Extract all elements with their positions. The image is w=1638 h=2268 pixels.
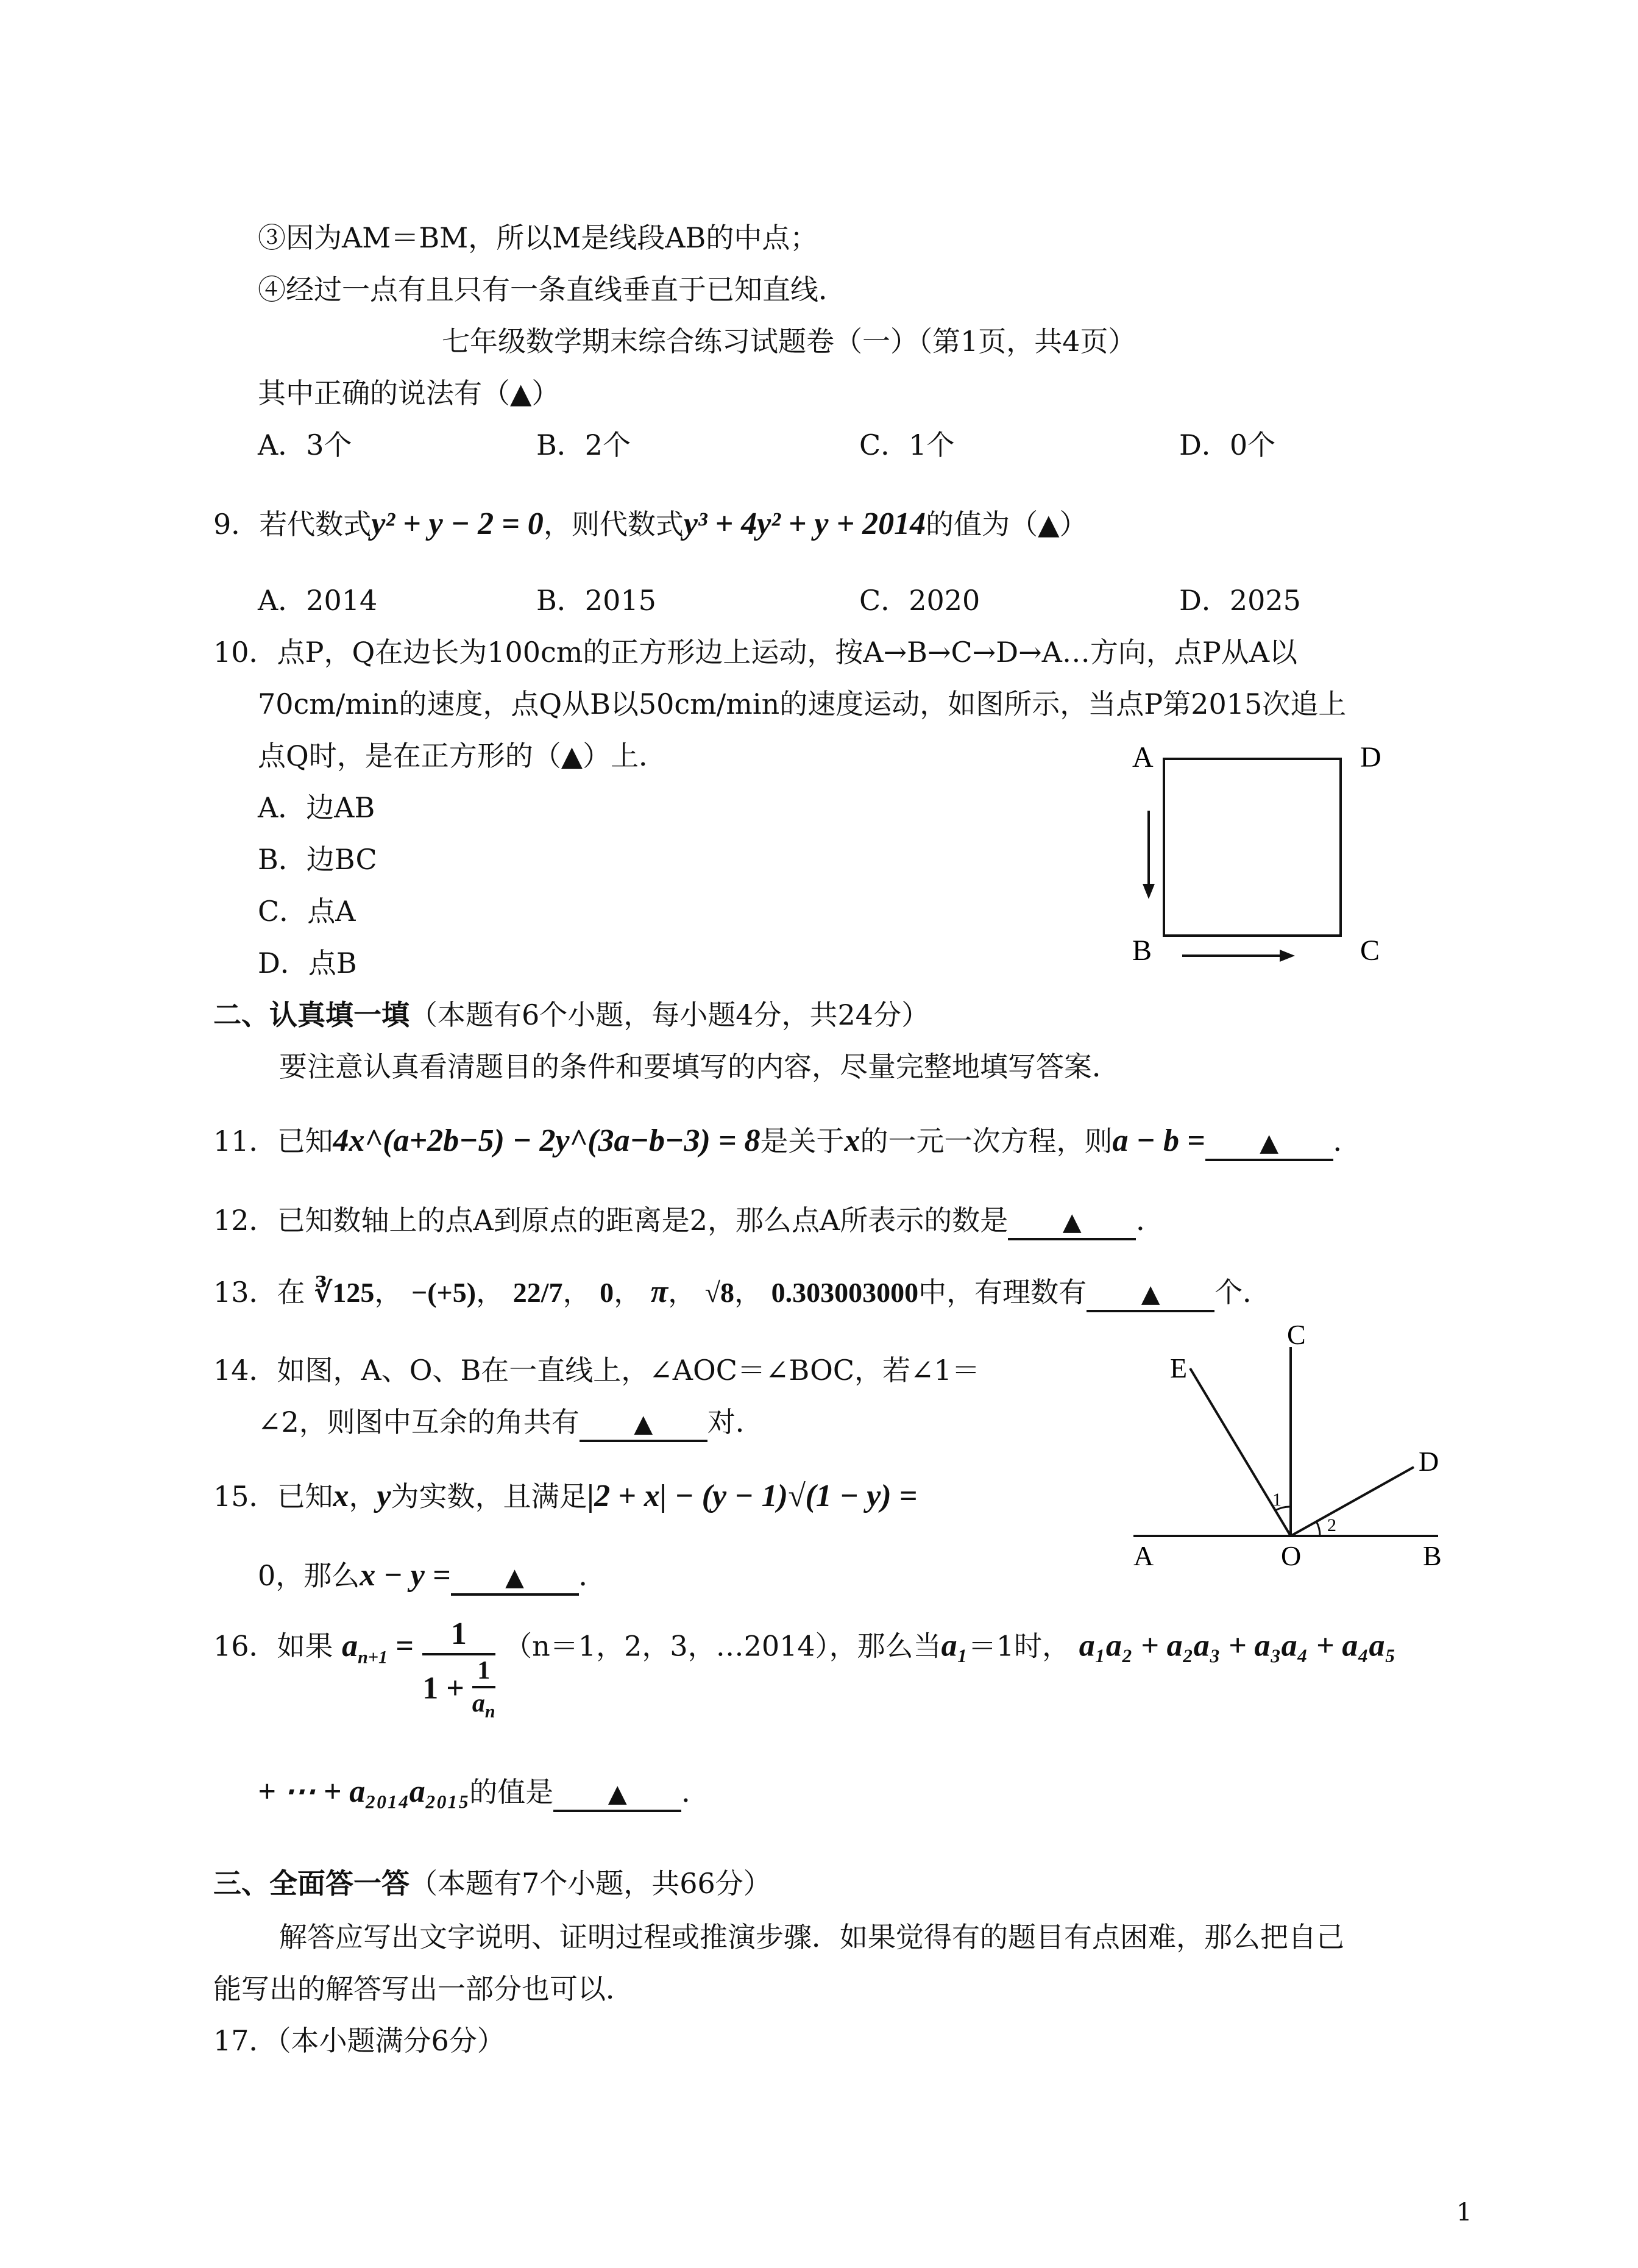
angle-label-a: A (1133, 1540, 1154, 1571)
q16-a1-value: ＝1时， (968, 1629, 1071, 1663)
q9-tail: 的值为（▲） (926, 508, 1088, 541)
page-number: 1 (1456, 2199, 1472, 2227)
ray-oe (1190, 1368, 1291, 1536)
q15-var-x: x (333, 1479, 349, 1513)
q16-line-2 (258, 1774, 709, 1812)
q15-answer-blank[interactable]: ▲ (451, 1562, 579, 1596)
q9-lead: 若代数式 (259, 508, 372, 541)
section-3-instruction-1: 解答应写出文字说明、证明过程或推演步骤．如果觉得有的题目有点困难，那么把自己 (279, 1921, 1344, 1953)
q14-line-2-text: ∠2，则图中互余的角共有 (258, 1406, 580, 1438)
q14-line-2 (258, 1404, 764, 1442)
q14-line-1: 14．如图，A、O、B在一直线上，∠AOC＝∠BOC，若∠1＝ (213, 1354, 980, 1387)
square-figure (1121, 731, 1389, 975)
q13-end: 个． (1214, 1276, 1271, 1309)
q16-condition: （n＝1，2，3，…2014），那么当 (504, 1629, 941, 1663)
q11-expression: a − b = (1112, 1123, 1205, 1158)
square-label-a: A (1132, 741, 1154, 773)
q10-option-d: D．点B (258, 947, 357, 979)
q15-number: 15． (213, 1480, 277, 1513)
square-label-c: C (1360, 934, 1380, 967)
q12-line (213, 1202, 1164, 1240)
q16-a1: a₁ (941, 1628, 968, 1663)
section-2-title: 二、认真填一填 (213, 998, 410, 1031)
q10-line-3: 点Q时，是在正方形的（▲）上． (258, 739, 667, 772)
q16-answer-blank[interactable]: ▲ (553, 1778, 681, 1812)
q13-answer-blank[interactable]: ▲ (1087, 1278, 1214, 1312)
q10-option-a: A．边AB (258, 791, 375, 824)
q15-expression: x − y = (360, 1558, 451, 1593)
angle-label-c: C (1287, 1323, 1306, 1350)
q8-option-d: D．0个 (1179, 428, 1276, 461)
angle-label-b: B (1423, 1540, 1442, 1571)
q11-mid-2: 的一元一次方程，则 (860, 1125, 1113, 1157)
square-label-b: B (1132, 934, 1152, 967)
q11-equation: 4x^(a+2b−5) − 2y^(3a−b−3) = 8 (333, 1123, 760, 1158)
q15-mid: 为实数，且满足 (391, 1480, 587, 1513)
q9-mid: ，则代数式 (543, 508, 684, 541)
q10-line-2: 70cm/min的速度，点Q从B以50cm/min的速度运动，如图所示，当点P第2015次追上 (258, 688, 1347, 720)
q8-option-b: B．2个 (536, 428, 631, 461)
q16-end: ． (681, 1776, 710, 1808)
q9-option-b: B．2015 (536, 584, 656, 617)
section-2-note: （本题有6个小题，每小题4分，共24分） (410, 998, 930, 1031)
q16-line-1 (213, 1615, 1396, 1727)
q15-end: ． (578, 1559, 607, 1592)
ray-od (1291, 1467, 1414, 1536)
q10-option-c: C．点A (258, 895, 356, 928)
square-abcd (1164, 759, 1341, 936)
q14-end: 对． (707, 1406, 764, 1438)
q16-line-2-tail: 的值是 (469, 1776, 554, 1808)
section-3-heading (213, 1865, 771, 1902)
q16-number: 16． (213, 1629, 277, 1663)
angle-figure (1121, 1323, 1462, 1573)
angle-label-o: O (1281, 1540, 1302, 1571)
angle-label-e: E (1170, 1353, 1188, 1384)
page-header: 七年级数学期末综合练习试题卷（一）（第1页，共4页） (442, 325, 1136, 358)
q10-line-1: 10．点P，Q在边长为100cm的正方形边上运动，按A→B→C→D→A…方向，点P从A以 (213, 636, 1298, 669)
angle-label-1: 1 (1272, 1490, 1282, 1510)
q13-item-decimal: 0.303003000 (771, 1277, 919, 1308)
q9-equation-1: y² + y − 2 = 0 (371, 507, 544, 541)
section-3-instruction-2: 能写出的解答写出一部分也可以． (213, 1972, 634, 2005)
q11-line (213, 1123, 1361, 1161)
q11-mid-1: 是关于 (760, 1125, 845, 1157)
q16-sum-continued: + ⋯ + a₂₀₁₄a₂₀₁₅ (258, 1774, 470, 1809)
q13-item-fraction: 22/7 (512, 1277, 563, 1308)
q9-line (213, 506, 1088, 542)
section-2-instruction: 要注意认真看清题目的条件和要填写的内容，尽量完整地填写答案． (279, 1050, 1120, 1083)
q13-item-pi: π (650, 1274, 668, 1309)
q13-lead: 在 (277, 1276, 305, 1309)
q16-sequence-term: $a_{n+1}$ = (342, 1628, 414, 1668)
q12-end: ． (1136, 1204, 1165, 1237)
q9-number: 9． (213, 508, 260, 541)
arrow-down-icon (1143, 811, 1155, 899)
q11-variable: x (844, 1123, 860, 1158)
q10-option-b: B．边BC (258, 843, 377, 876)
q9-expression: y³ + 4y² + y + 2014 (683, 507, 926, 541)
q11-answer-blank[interactable]: ▲ (1205, 1127, 1333, 1161)
q8-option-a: A．3个 (258, 428, 352, 461)
q9-option-a: A．2014 (258, 584, 378, 617)
q9-option-d: D．2025 (1179, 584, 1301, 617)
angle-2-arc (1316, 1521, 1320, 1536)
q13-line: 13．在 ∛125， −(+5)， 22/7， 0， π， √8， 0.303003000中，有理数有 ▲ 个． (213, 1274, 1271, 1312)
q13-item-neg5: −(+5) (411, 1277, 477, 1308)
q15-lead: 已知 (277, 1480, 333, 1513)
q16-lead: 如果 (277, 1629, 333, 1663)
statement-4: ④经过一点有且只有一条直线垂直于已知直线． (258, 273, 846, 306)
q9-option-c: C．2020 (859, 584, 980, 617)
section-2-heading (213, 997, 929, 1033)
angle-label-2: 2 (1327, 1515, 1336, 1535)
q16-recurrence-fraction: 1 1 + $\frac{1}{a_n}$ (422, 1616, 495, 1722)
angle-label-d: D (1419, 1446, 1439, 1477)
q13-item-cuberoot: ∛125 (314, 1277, 375, 1308)
q15-line-1: 15．已知x，y为实数，且满足|2 + x| − (y − 1)√(1 − y) = (213, 1479, 918, 1513)
section-3-title: 三、全面答一答 (213, 1867, 410, 1900)
q13-item-zero: 0 (600, 1277, 614, 1308)
q13-item-sqrt8: √8 (704, 1277, 735, 1308)
section-3-note: （本题有7个小题，共66分） (410, 1867, 771, 1900)
q15-line-2-lead: 0，那么 (258, 1559, 360, 1592)
q11-lead: 已知 (277, 1125, 333, 1157)
q8-question: 其中正确的说法有（▲） (258, 377, 560, 410)
q15-var-y: y (377, 1479, 391, 1513)
q13-number: 13． (213, 1276, 277, 1309)
statement-3: ③因为AM＝BM，所以M是线段AB的中点； (258, 221, 818, 254)
q13-tail: 中，有理数有 (918, 1276, 1087, 1309)
q15-equation: |2 + x| − (y − 1)√(1 − y) = (587, 1479, 918, 1513)
q12-text: 12．已知数轴上的点A到原点的距离是2，那么点A所表示的数是 (213, 1204, 1009, 1237)
q8-option-c: C．1个 (859, 428, 955, 461)
q17-heading: 17．（本小题满分6分） (213, 2024, 505, 2057)
q12-answer-blank[interactable]: ▲ (1008, 1206, 1136, 1240)
arrow-right-icon (1182, 950, 1295, 962)
q14-answer-blank[interactable]: ▲ (580, 1408, 707, 1442)
q16-sum: a₁a₂ + a₂a₃ + a₃a₄ + a₄a₅ (1079, 1628, 1396, 1663)
q11-number: 11． (213, 1125, 277, 1157)
q11-end: ． (1333, 1125, 1361, 1157)
q15-line-2 (258, 1557, 607, 1596)
square-label-d: D (1360, 741, 1381, 773)
